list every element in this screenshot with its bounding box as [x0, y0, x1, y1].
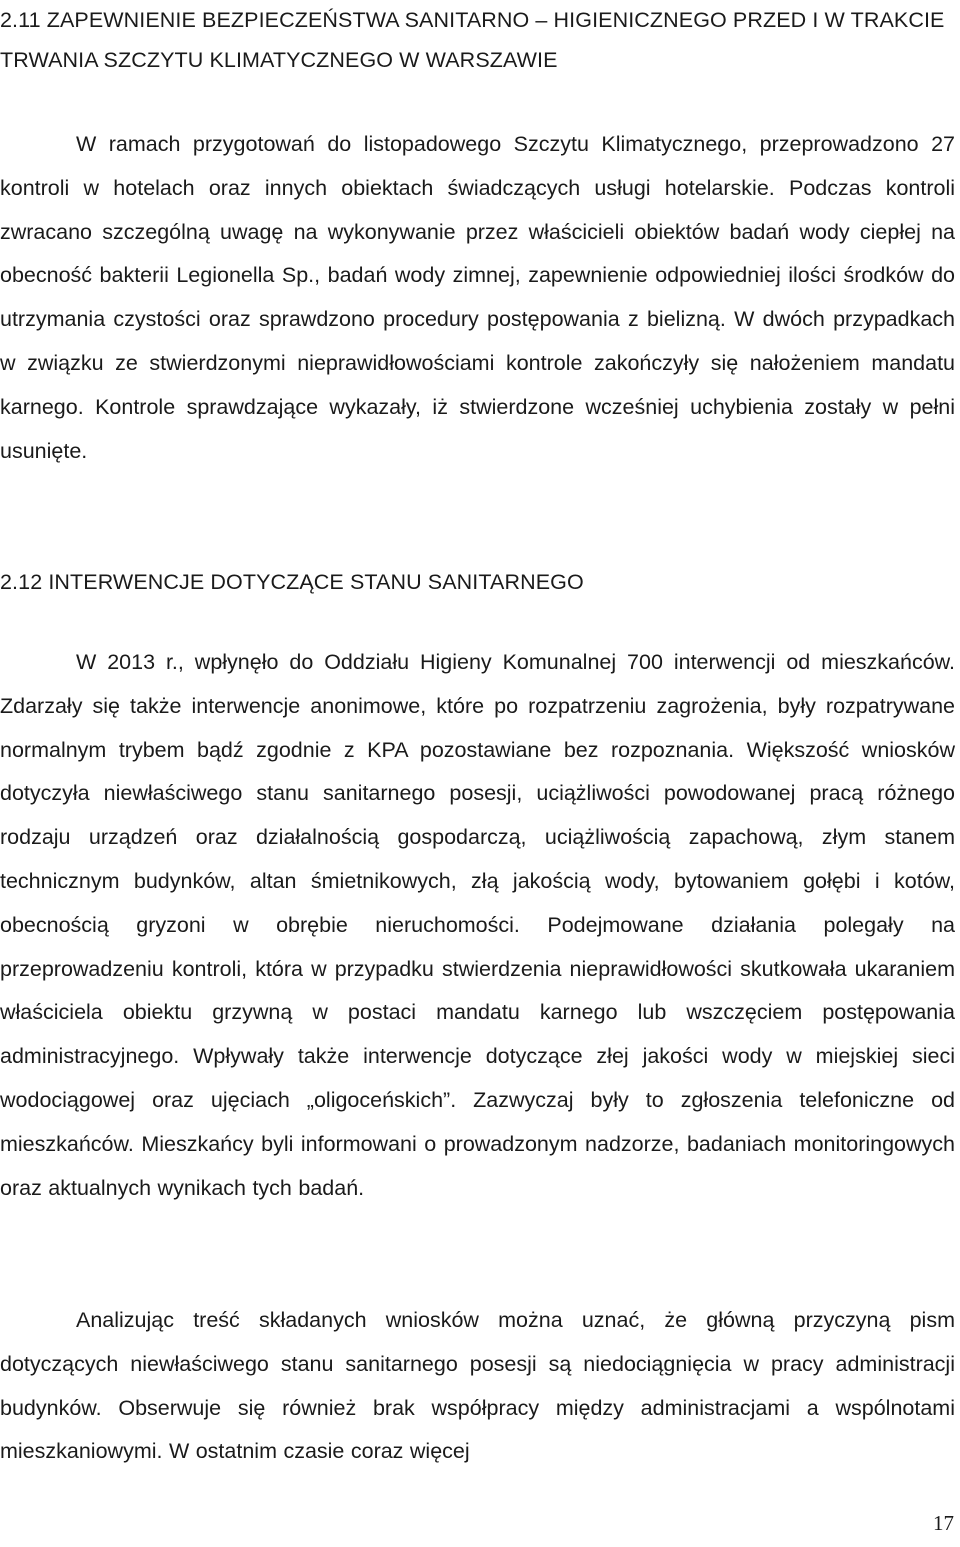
section-heading-2-12: 2.12 INTERWENCJE DOTYCZĄCE STANU SANITARNEGO: [0, 570, 584, 594]
page-number: 17: [933, 1511, 954, 1535]
paragraph-climate-summit: W ramach przygotowań do listopadowego Szczytu Klimatycznego, przeprowadzono 27 kontroli w hotelach oraz innych obiektach świadczących usługi hotelarskie. Podczas kontroli zwracano szczególną uwagę na wykonywanie przez właścicieli obiektów badań wody ciepłej na obecność bakterii Legionella Sp., badań wody zimnej, zapewnienie odpowiedniej ilości środków do utrzymania czystości oraz sprawdzono procedury postępowania z bielizną. W dwóch przypadkach w związku ze stwierdzonymi nieprawidłowościami kontrole zakończyły się nałożeniem mandatu karnego. Kontrole sprawdzające wykazały, iż stwierdzone wcześniej uchybienia zostały w pełni usunięte.: [0, 132, 955, 463]
paragraph-interventions: W 2013 r., wpłynęło do Oddziału Higieny Komunalnej 700 interwencji od mieszkańców. Zdarzały się także interwencje anonimowe, które po rozpatrzeniu zagrożenia, były rozpatrywane normalnym trybem bądź zgodnie z KPA pozostawiane bez rozpoznania. Większość wniosków dotyczyła niewłaściwego stanu sanitarnego posesji, uciążliwości powodowanej pracą różnego rodzaju urządzeń oraz działalnością gospodarczą, uciążliwością zapachową, złym stanem technicznym budynków, altan śmietnikowych, złą jakością wody, bytowaniem gołębi i kotów, obecnością gryzoni w obrębie nieruchomości. Podejmowane działania polegały na przeprowadzeniu kontroli, która w przypadku stwierdzenia nieprawidłowości skutkowała ukaraniem właściciela obiektu grzywną w postaci mandatu karnego lub wszczęciem postępowania administracyjnego. Wpływały także interwencje dotyczące złej jakości wody w miejskiej sieci wodociągowej oraz ujęciach „oligoceńskich”. Zazwyczaj były to zgłoszenia telefoniczne od mieszkańców. Mieszkańcy byli informowani o prowadzonym nadzorze, badaniach monitoringowych oraz aktualnych wynikach tych badań.: [0, 650, 955, 1200]
paragraph-analysis: Analizując treść składanych wniosków można uznać, że główną przyczyną pism dotyczących niewłaściwego stanu sanitarnego posesji są niedociągnięcia w pracy administracji budynków. Obserwuje się również brak współpracy między administracjami a wspólnotami mieszkaniowymi. W ostatnim czasie coraz więcej: [0, 1308, 955, 1464]
section-heading-2-11: 2.11 ZAPEWNIENIE BEZPIECZEŃSTWA SANITARNO – HIGIENICZNEGO PRZED I W TRAKCIE TRWANIA SZCZYTU KLIMATYCZNEGO W WARSZAWIE: [0, 8, 945, 72]
